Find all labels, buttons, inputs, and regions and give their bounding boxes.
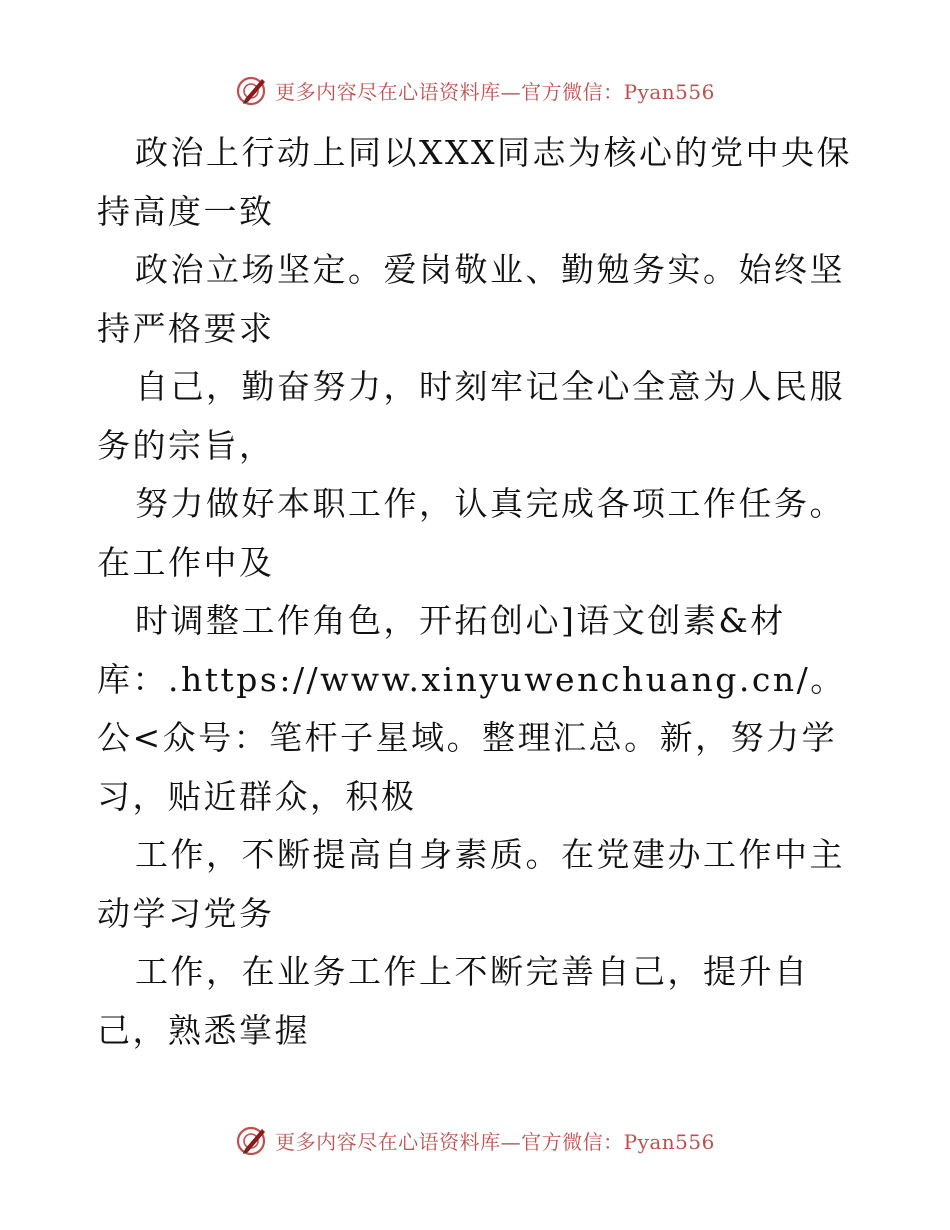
pen-logo-icon xyxy=(235,73,269,107)
paragraph: 自己，勤奋努力，时刻牢记全心全意为人民服务的宗旨， xyxy=(97,367,845,465)
paragraph: 工作，不断提高自身素质。在党建办工作中主动学习党务 xyxy=(97,835,845,933)
document-body xyxy=(97,124,857,1060)
banner-main-text: 更多内容尽在心语资料库 xyxy=(275,79,501,104)
paragraph: 工作，在业务工作上不断完善自己，提升自己，熟悉掌握 xyxy=(97,952,810,1050)
header-banner xyxy=(0,70,950,110)
paragraph: 政治上行动上同以XXX同志为核心的党中央保持高度一致 xyxy=(97,133,852,231)
banner-separator: — xyxy=(500,1129,522,1154)
paragraph: 时调整工作角色，开拓创心]语文创素&材库：.https://www.xinyuwenchuang.cn/。公<众号：笔杆子星域。整理汇总。新，努力学习，贴近群众，积极 xyxy=(97,601,846,816)
banner-separator: — xyxy=(500,79,522,104)
banner-main-text: 更多内容尽在心语资料库 xyxy=(275,1129,501,1154)
banner-wechat-id: Pyan556 xyxy=(623,79,715,104)
paragraph: 政治立场坚定。爱岗敬业、勤勉务实。始终坚持严格要求 xyxy=(97,250,845,348)
footer-banner xyxy=(0,1120,950,1160)
banner-contact-label: 官方微信： xyxy=(521,1129,624,1154)
banner-contact-label: 官方微信： xyxy=(521,79,624,104)
pen-logo-icon xyxy=(235,1123,269,1157)
banner-wechat-id: Pyan556 xyxy=(623,1129,715,1154)
banner-text xyxy=(275,1126,715,1155)
banner-text xyxy=(275,76,715,105)
paragraph: 努力做好本职工作，认真完成各项工作任务。在工作中及 xyxy=(97,484,845,582)
